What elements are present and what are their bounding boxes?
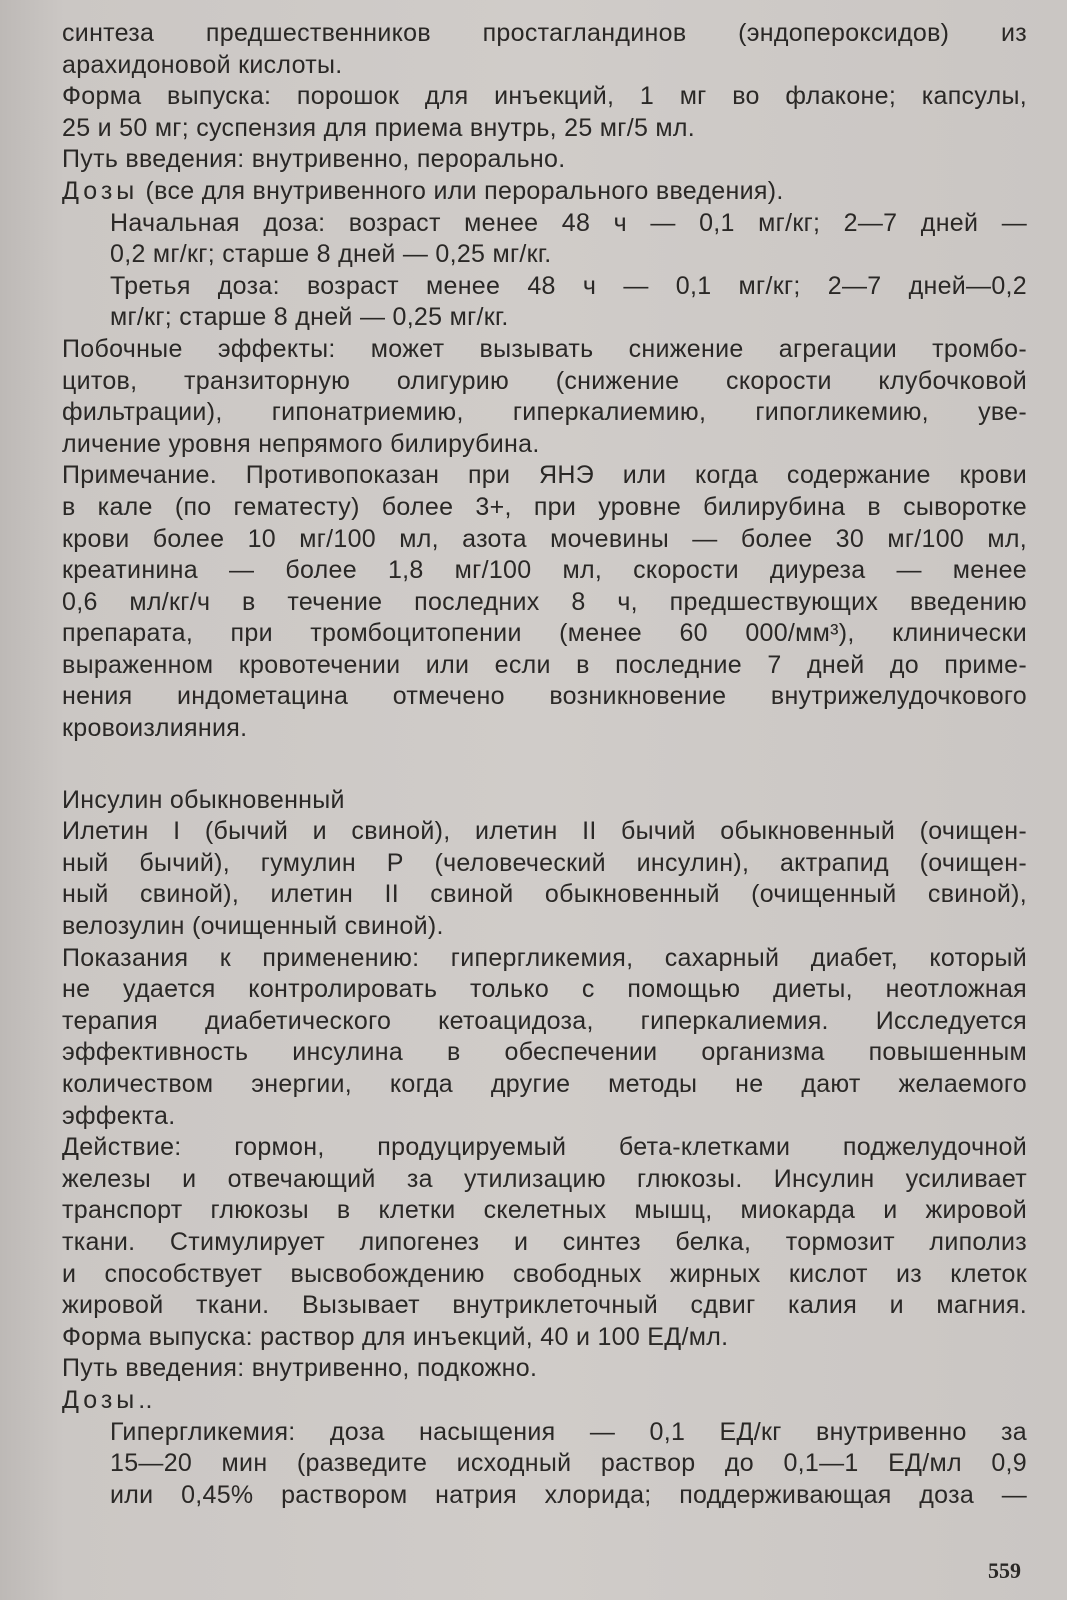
text-line: жировой ткани. Вызывает внутриклеточный сдвиг калия и магния. bbox=[62, 1291, 1027, 1320]
text-line: в кале (по гематесту) более 3+, при уровне билирубина в сыворотке bbox=[62, 492, 1027, 521]
text-line: Путь введения: внутривенно, подкожно. bbox=[62, 1354, 538, 1383]
text-line: креатинина — более 1,8 мг/100 мл, скорости диуреза — менее bbox=[62, 556, 1027, 585]
text-line: Дозы (все для внутривенного или перорального введения). bbox=[62, 176, 784, 205]
text-line: транспорт глюкозы в клетки скелетных мышц, миокарда и жировой bbox=[62, 1196, 1027, 1225]
text-line: цитов, транзиторную олигурию (снижение скорости клубочковой bbox=[62, 366, 1027, 395]
text-line: выраженном кровотечении или если в последние 7 дней до приме- bbox=[62, 650, 1027, 679]
text-line: 25 и 50 мг; суспензия для приема внутрь, 25 мг/5 мл. bbox=[62, 113, 696, 142]
text-line: эффективность инсулина в обеспечении организма повышенным bbox=[62, 1038, 1027, 1067]
text-line: кровоизлияния. bbox=[62, 714, 248, 743]
text-line: железы и отвечающий за утилизацию глюкозы. Инсулин усиливает bbox=[62, 1164, 1027, 1193]
text-line: Гипергликемия: доза насыщения — 0,1 ЕД/кг внутривенно за bbox=[110, 1417, 1027, 1446]
text-line: препарата, при тромбоцитопении (менее 60 000/мм³), клинически bbox=[62, 619, 1027, 648]
text-line: Побочные эффекты: может вызывать снижение агрегации тромбо- bbox=[62, 334, 1027, 363]
text-line: арахидоновой кислоты. bbox=[62, 50, 343, 79]
text-line: Форма выпуска: порошок для инъекций, 1 мг во флаконе; капсулы, bbox=[62, 82, 1027, 111]
text-line: Показания к применению: гипергликемия, сахарный диабет, который bbox=[62, 943, 1027, 972]
text-line: 15—20 мин (разведите исходный раствор до 0,1—1 ЕД/мл 0,9 bbox=[110, 1449, 1027, 1478]
text-line: крови более 10 мг/100 мл, азота мочевины — более 30 мг/100 мл, bbox=[62, 524, 1027, 553]
text-line: ный свиной), илетин II свиной обыкновенный (очищенный свиной), bbox=[62, 880, 1027, 909]
text-line: велозулин (очищенный свиной). bbox=[62, 912, 444, 941]
text-line: 0,6 мл/кг/ч в течение последних 8 ч, предшествующих введению bbox=[62, 587, 1027, 616]
text-line: Форма выпуска: раствор для инъекций, 40 и 100 ЕД/мл. bbox=[62, 1322, 729, 1351]
text-line: Примечание. Противопоказан при ЯНЭ или когда содержание крови bbox=[62, 461, 1027, 490]
text-line: фильтрации), гипонатриемию, гиперкалиемию, гипогликемию, уве- bbox=[62, 398, 1027, 427]
text-line: личение уровня непрямого билирубина. bbox=[62, 429, 540, 458]
text-line: 0,2 мг/кг; старше 8 дней — 0,25 мг/кг. bbox=[110, 240, 552, 269]
text-line: Действие: гормон, продуцируемый бета-клетками поджелудочной bbox=[62, 1133, 1027, 1162]
text-line: Илетин I (бычий и свиной), илетин II бычий обыкновенный (очищен- bbox=[62, 817, 1027, 846]
text-line: количеством энергии, когда другие методы не дают желаемого bbox=[62, 1070, 1027, 1098]
text-line: терапия диабетического кетоацидоза, гиперкалиемия. Исследуется bbox=[62, 1006, 1027, 1035]
text-line: не удается контролировать только с помощью диеты, неотложная bbox=[62, 975, 1027, 1004]
page-number: 559 bbox=[988, 1558, 1021, 1583]
text-line: или 0,45% раствором натрия хлорида; поддерживающая доза — bbox=[110, 1480, 1027, 1509]
text-line: и способствует высвобождению свободных жирных кислот из клеток bbox=[62, 1259, 1027, 1288]
text-line: Дозы.. bbox=[62, 1385, 153, 1414]
section-gap bbox=[62, 745, 1027, 785]
text-line: Третья доза: возраст менее 48 ч — 0,1 мг/кг; 2—7 дней—0,2 bbox=[110, 271, 1027, 300]
text-line: Инсулин обыкновенный bbox=[62, 785, 345, 814]
text-line: ный бычий), гумулин Р (человеческий инсулин), актрапид (очищен- bbox=[62, 848, 1027, 877]
page-body-text bbox=[62, 18, 1027, 1511]
text-line: нения индометацина отмечено возникновение внутрижелудочкового bbox=[62, 682, 1027, 711]
text-line: мг/кг; старше 8 дней — 0,25 мг/кг. bbox=[110, 303, 509, 332]
text-line: Путь введения: внутривенно, перорально. bbox=[62, 145, 566, 174]
text-line: эффекта. bbox=[62, 1101, 176, 1130]
text-line: Начальная доза: возраст менее 48 ч — 0,1 мг/кг; 2—7 дней — bbox=[110, 208, 1027, 237]
text-line: синтеза предшественников простагландинов (эндопероксидов) из bbox=[62, 19, 1027, 47]
text-line: ткани. Стимулирует липогенез и синтез белка, тормозит липолиз bbox=[62, 1227, 1027, 1256]
